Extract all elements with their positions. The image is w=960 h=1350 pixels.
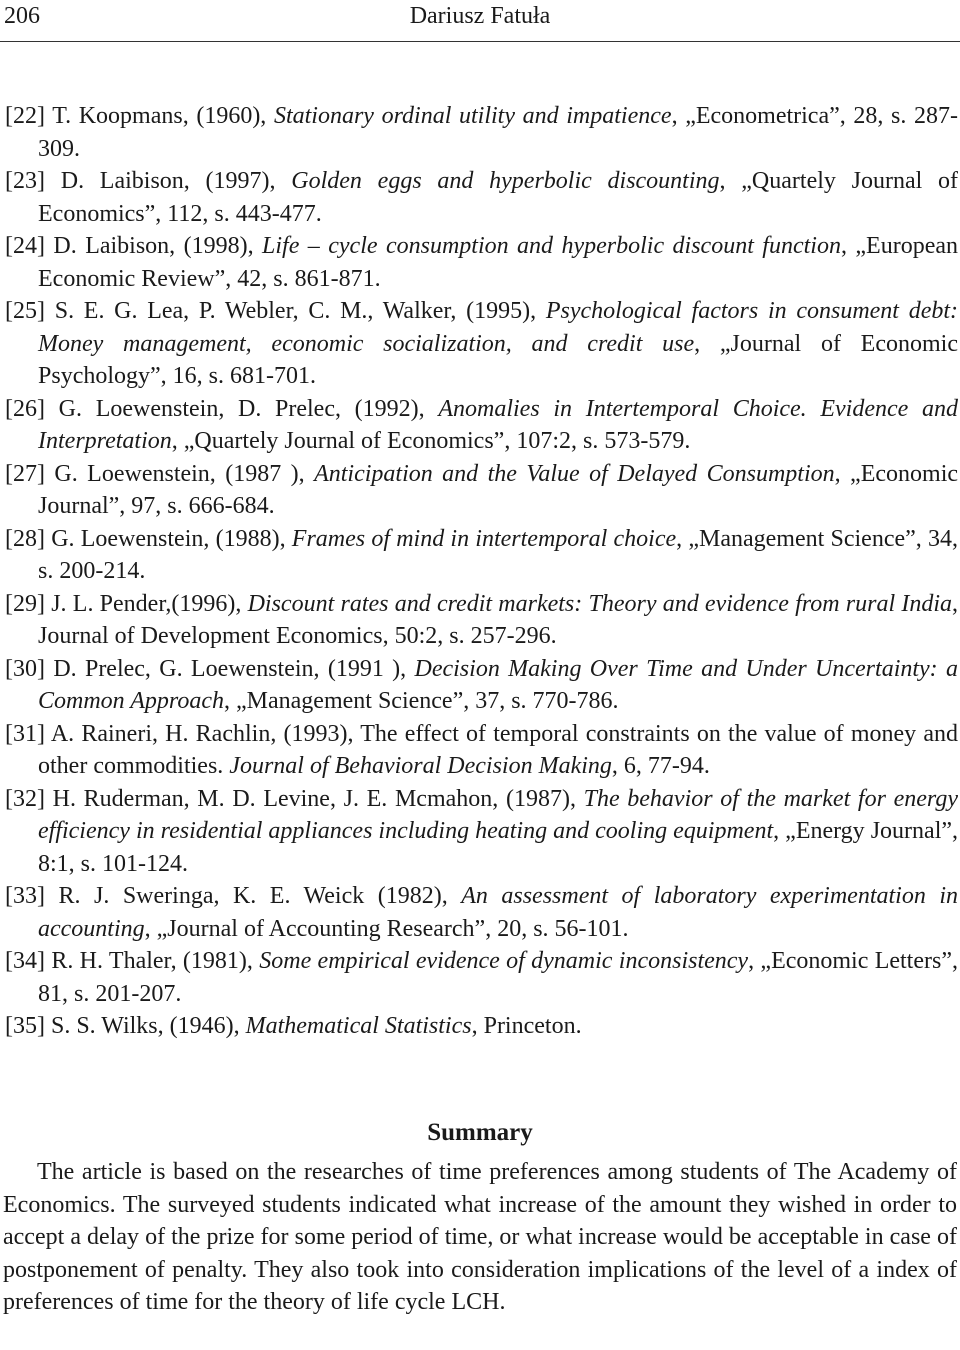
reference-item	[5, 295, 958, 393]
ref-title: Life – cycle consumption and hyperbolic discount function	[262, 233, 841, 259]
ref-title: Psychological factors in consument debt: Money management, economic socialization, and credit use	[38, 298, 959, 357]
ref-author: T. Koopmans, (1960),	[52, 103, 267, 129]
reference-item	[5, 523, 958, 588]
ref-number: [23]	[5, 168, 45, 194]
reference-item	[5, 653, 958, 718]
reference-item	[5, 718, 958, 783]
ref-number: [34]	[5, 948, 45, 974]
ref-title: Frames of mind in intertemporal choice	[291, 525, 677, 552]
ref-title: Anomalies in Intertemporal Choice. Evidence and Interpretation	[38, 395, 958, 454]
ref-author: G. Loewenstein, D. Prelec, (1992),	[58, 395, 425, 422]
ref-title: Anticipation and the Value of Delayed Consumption	[314, 460, 835, 487]
ref-number: [27]	[5, 460, 45, 487]
ref-source: , „European Economic Review”, 42, s. 861-871.	[38, 233, 959, 292]
ref-number: [24]	[5, 233, 45, 259]
ref-number: [32]	[5, 785, 45, 812]
ref-title: Golden eggs and hyperbolic discounting	[291, 168, 720, 194]
ref-author: G. Loewenstein, (1987 ),	[54, 460, 305, 487]
ref-title: Some empirical evidence of dynamic inconsistency	[259, 948, 749, 974]
ref-author: R. J. Sweringa, K. E. Weick (1982),	[58, 883, 448, 909]
ref-author: J. L. Pender,(1996),	[51, 590, 242, 617]
ref-author: S. E. G. Lea, P. Webler, C. M., Walker, (1995),	[54, 298, 537, 324]
running-head: Dariusz Fatuła	[409, 3, 551, 29]
reference-item	[5, 100, 958, 165]
ref-number: [30]	[5, 655, 45, 682]
ref-author: H. Ruderman, M. D. Levine, J. E. Mcmahon, (1987),	[52, 785, 576, 812]
reference-list	[5, 100, 958, 1043]
ref-source: , „Journal of Accounting Research”, 20, s. 56-101.	[144, 915, 629, 942]
ref-number: [31]	[5, 720, 45, 747]
ref-author: S. S. Wilks, (1946),	[50, 1013, 240, 1039]
ref-author: A. Raineri, H. Rachlin, (1993), The effect of temporal constraints on the value of money and other commodities.	[38, 720, 958, 779]
ref-title: An assessment of laboratory experimentation in accounting	[38, 883, 958, 942]
ref-source: , Princeton.	[471, 1013, 582, 1039]
reference-item	[5, 1010, 958, 1043]
ref-number: [25]	[5, 298, 45, 324]
reference-item	[5, 458, 958, 523]
ref-source: , „Economic Letters”, 81, s. 201-207.	[38, 948, 958, 1007]
ref-title: Decision Making Over Time and Under Uncertainty: a Common Approach	[38, 655, 958, 714]
ref-source: , „Energy Journal”, 8:1, s. 101-124.	[38, 818, 959, 877]
ref-number: [26]	[5, 395, 45, 422]
reference-item	[5, 945, 958, 1010]
reference-item	[5, 165, 958, 230]
ref-title: Discount rates and credit markets: Theory and evidence from rural India	[247, 590, 953, 617]
ref-number: [28]	[5, 525, 45, 552]
ref-number: [29]	[5, 590, 45, 617]
reference-item	[5, 880, 958, 945]
ref-source: , „Economic Journal”, 97, s. 666-684.	[38, 460, 959, 519]
ref-title: The behavior of the market for energy efficiency in residential appliances including heating and cooling equipment	[38, 785, 958, 844]
page-header	[0, 0, 960, 34]
ref-source: , „Journal of Economic Psychology”, 16, s. 681-701.	[38, 330, 958, 389]
ref-number: [35]	[5, 1013, 45, 1039]
ref-number: [22]	[5, 103, 45, 129]
page-number: 206	[4, 3, 40, 29]
ref-source: , „Quartely Journal of Economics”, 112, s. 443-477.	[38, 168, 959, 227]
ref-source: , „Management Science”, 37, s. 770-786.	[224, 688, 619, 714]
summary-heading: Summary	[427, 1119, 533, 1146]
ref-author: D. Laibison, (1998),	[53, 233, 254, 259]
ref-author: D. Laibison, (1997),	[60, 168, 276, 194]
ref-source: , „Management Science”, 34, s. 200-214.	[38, 525, 958, 584]
ref-title: Mathematical Statistics	[245, 1013, 472, 1039]
ref-source: , Journal of Development Economics, 50:2, s. 257-296.	[38, 590, 959, 649]
ref-title: Stationary ordinal utility and impatience	[273, 103, 672, 129]
reference-item	[5, 393, 958, 458]
ref-source: , „Quartely Journal of Economics”, 107:2, s. 573-579.	[171, 428, 691, 454]
ref-title: Journal of Behavioral Decision Making	[229, 753, 612, 779]
reference-item	[5, 588, 958, 653]
ref-author: D. Prelec, G. Loewenstein, (1991 ),	[53, 655, 407, 682]
ref-author: G. Loewenstein, (1988),	[51, 525, 286, 552]
ref-author: R. H. Thaler, (1981),	[51, 948, 253, 974]
ref-number: [33]	[5, 883, 45, 909]
ref-source: , 6, 77-94.	[611, 753, 710, 779]
header-rule	[0, 41, 960, 42]
reference-item	[5, 783, 958, 881]
reference-item	[5, 230, 958, 295]
summary-paragraph: The article is based on the researches of time preferences among students of The Academy of Economics. The surveyed students indicated what increase of the amount they wished in order to accept a delay of the prize for some period of time, or what increase would be acceptable in case of postponement of penalty. They also took into consideration implications of the level of a index of preferences of time for the theory of life cycle LCH.	[3, 1159, 957, 1315]
ref-source: , „Econometrica”, 28, s. 287-309.	[38, 103, 958, 162]
